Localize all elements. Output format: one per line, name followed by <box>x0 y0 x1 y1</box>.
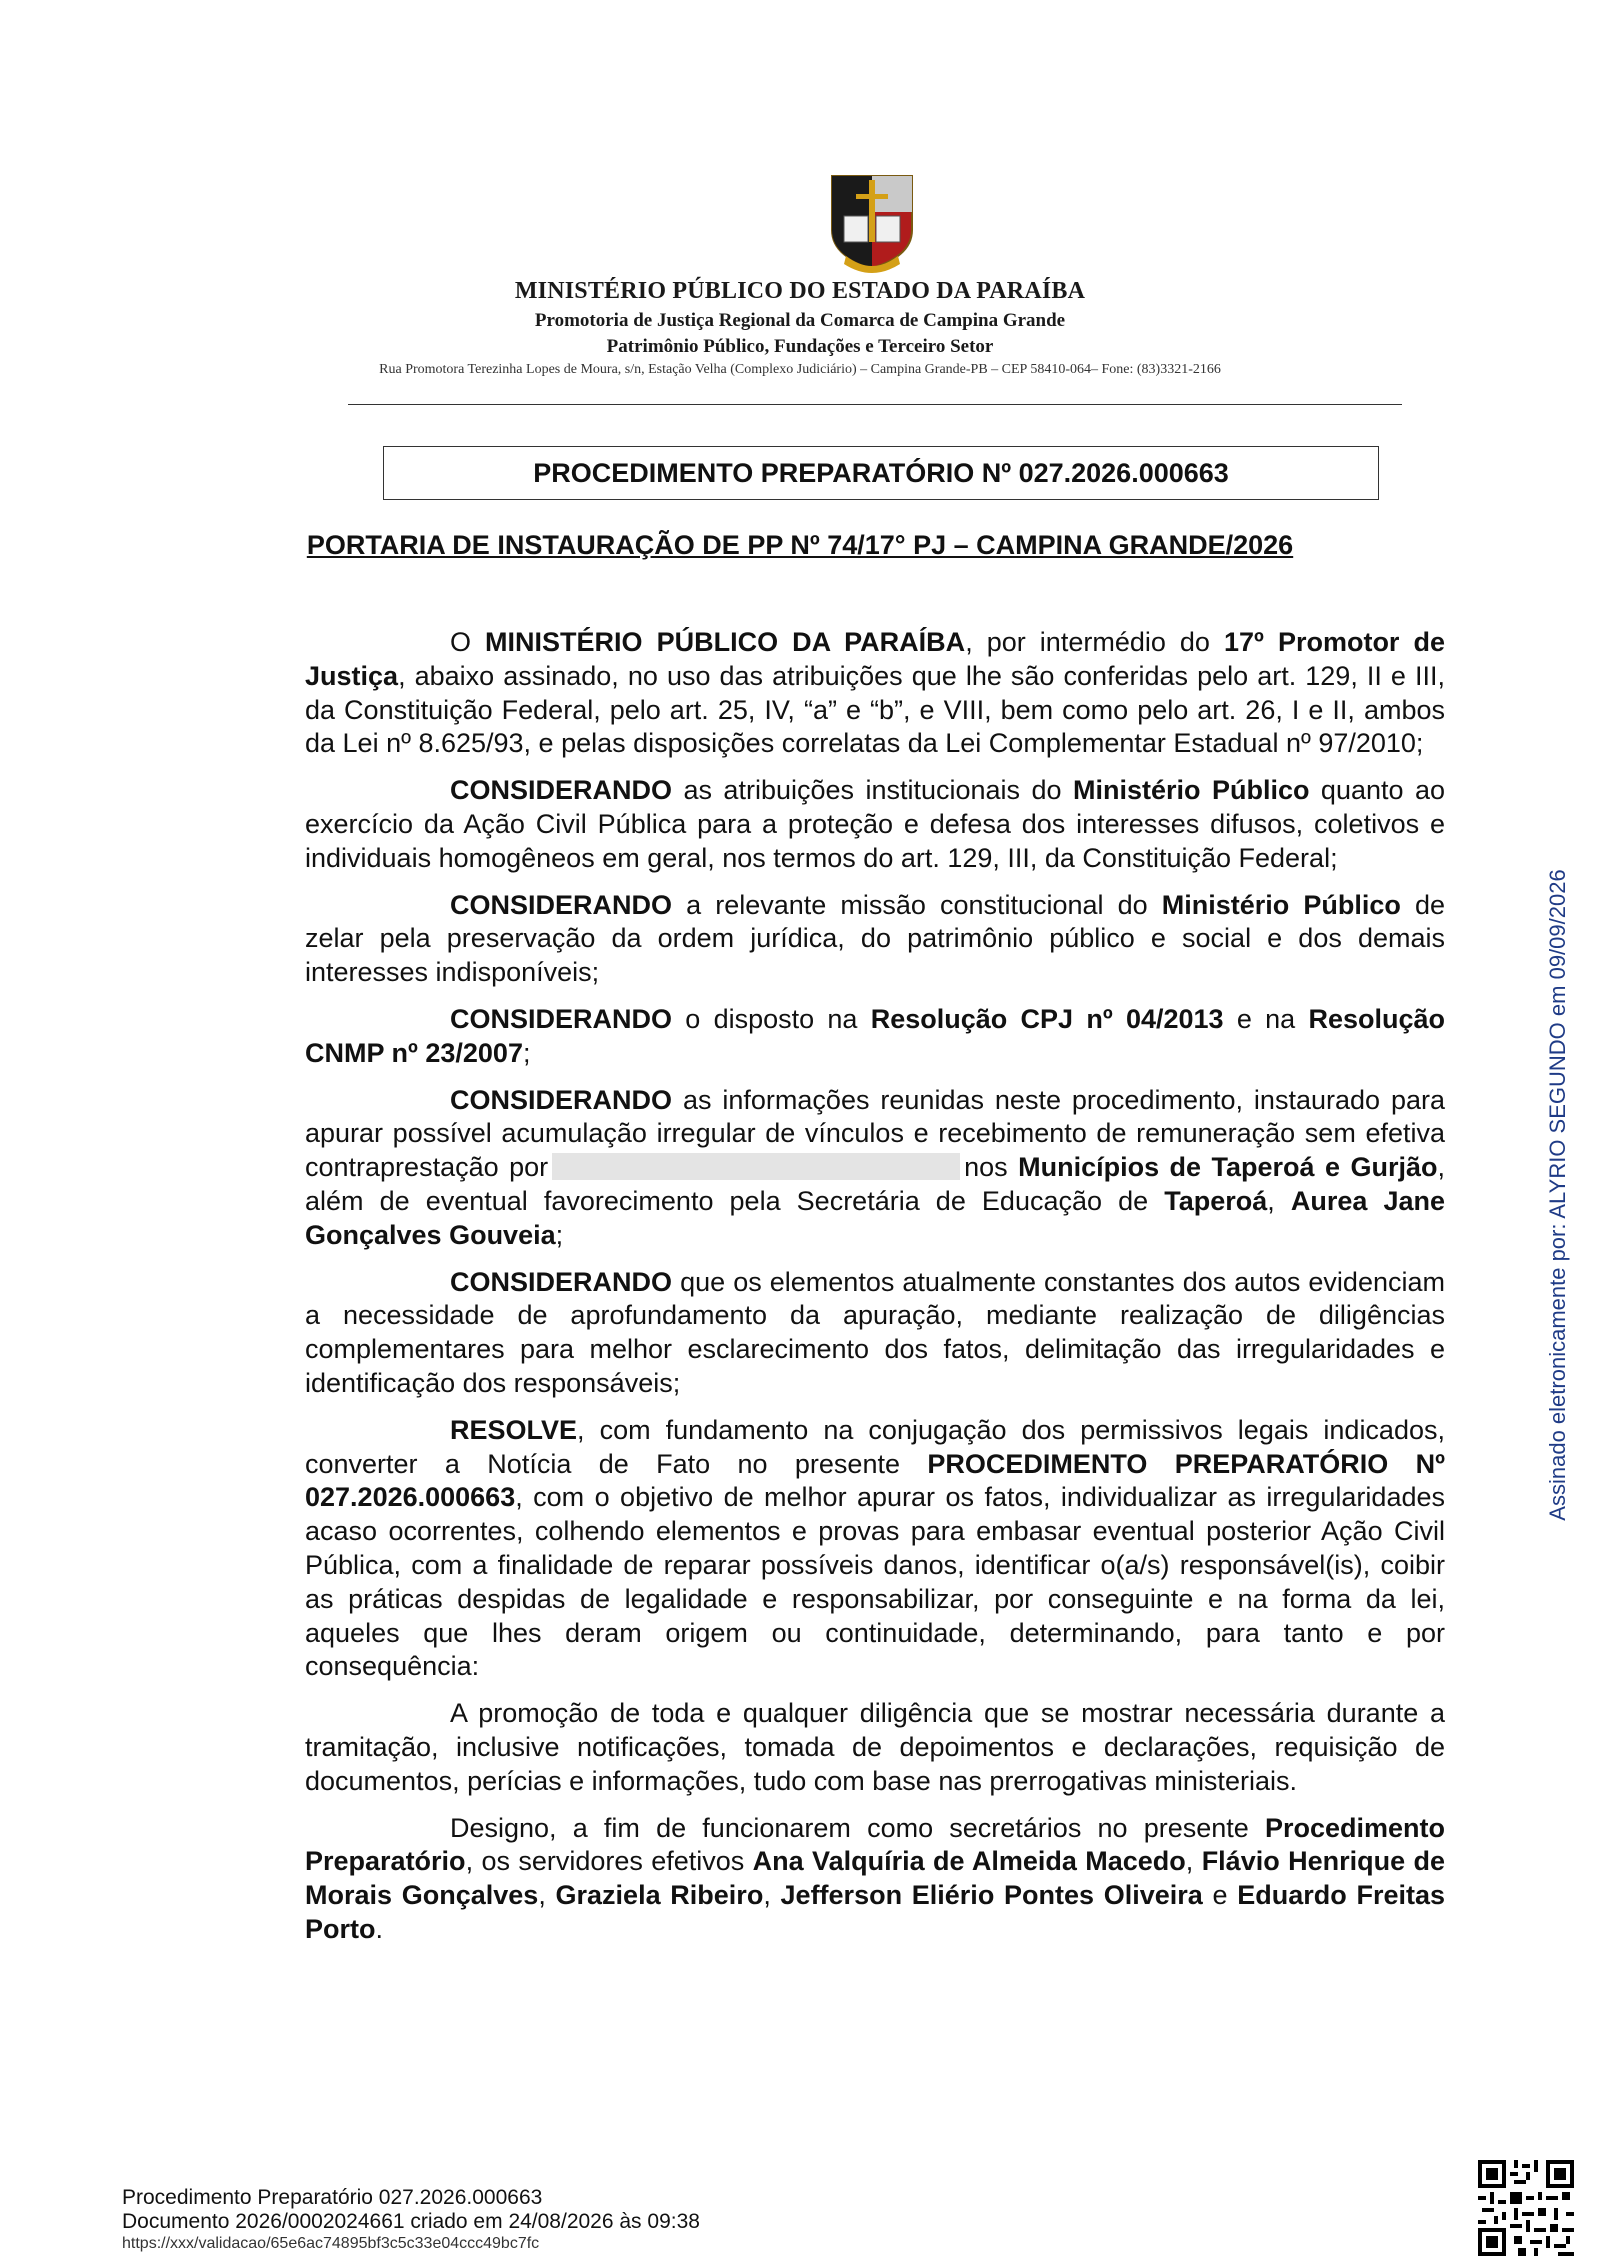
footer-document-info: Documento 2026/0002024661 criado em 24/08/2026 às 09:38 <box>122 2210 700 2233</box>
header-unit: Promotoria de Justiça Regional da Comarca de Campina Grande <box>534 310 1066 331</box>
footer-validation-url[interactable]: https://xxx/validacao/65e6ac74895bf3c5c33e04ccc49bc7fc <box>122 2235 540 2252</box>
paragraph-considerando-5: CONSIDERANDO que os elementos atualmente constantes dos autos evidenciam a necessidade de aprofundamento da apuração, mediante realização de diligências complementares para melhor esclarecimento dos fatos, delimitação das irregularidades e identificação dos responsáveis; <box>305 1266 1445 1398</box>
document-title: PROCEDIMENTO PREPARATÓRIO Nº 027.2026.000663 <box>533 457 1229 488</box>
paragraph-resolve: RESOLVE, com fundamento na conjugação dos permissivos legais indicados, converter a Notícia de Fato no presente PROCEDIMENTO PREPARATÓRIO Nº 027.2026.000663, com o objetivo de melhor apurar os fatos, individualizar as irregularidades acaso ocorrentes, colhendo elementos e provas para embasar eventual posterior Ação Civil Pública, com a finalidade de reparar possíveis danos, identificar o(a/s) responsável(is), coibir as práticas despidas de legalidade e responsabilizar, por conseguinte e na forma da lei, aqueles que lhes deram origem ou continuidade, determinando, para tanto e por consequência: <box>305 1414 1445 1682</box>
paragraph-designo: Designo, a fim de funcionarem como secretários no presente Procedimento Preparatório, os servidores efetivos Ana Valquíria de Almeida Macedo, Flávio Henrique de Morais Gonçalves, Graziela Ribeiro, Jefferson Eliério Pontes Oliveira e Eduardo Freitas Porto. <box>305 1812 1446 1944</box>
footer-procedure: Procedimento Preparatório 027.2026.000663 <box>122 2186 543 2209</box>
paragraph-diligencias: A promoção de toda e qualquer diligência que se mostrar necessária durante a tramitação, inclusive notificações, tomada de depoimentos e declarações, requisição de documentos, perícias e informações, tudo com base nas prerrogativas ministeriais. <box>305 1698 1445 1796</box>
paragraph-preamble: O MINISTÉRIO PÚBLICO DA PARAÍBA, por intermédio do 17º Promotor de Justiça, abaixo assinado, no uso das atribuições que lhe são conferidas pelo art. 129, II e III, da Constituição Federal, pelo art. 25, IV, “a” e “b”, e VIII, bem como pelo art. 26, I e II, ambos da Lei nº 8.625/93, e pelas disposições correlatas da Lei Complementar Estadual nº 97/2010; <box>305 627 1445 759</box>
paragraph-considerando-2: CONSIDERANDO a relevante missão constitucional do Ministério Público de zelar pela preservação da ordem jurídica, do patrimônio público e social e dos demais interesses indisponíveis; <box>305 889 1445 988</box>
paragraph-considerando-3: CONSIDERANDO o disposto na Resolução CPJ nº 04/2013 e na Resolução CNMP nº 23/2007; <box>305 1003 1445 1068</box>
electronic-signature-stamp: Assinado eletronicamente por: ALYRIO SEGUNDO em 09/09/2026 <box>1545 869 1570 1521</box>
header-address: Rua Promotora Terezinha Lopes de Moura, s/n, Estação Velha (Complexo Judiciário) – Campina Grande-PB – CEP 58410-064– Fone: (83)3321-2166 <box>379 362 1221 377</box>
header-organization: MINISTÉRIO PÚBLICO DO ESTADO DA PARAÍBA <box>514 278 1086 304</box>
document-footer <box>122 2186 700 2254</box>
redacted-name-block <box>552 1153 960 1180</box>
qr-code-icon <box>1478 2160 1574 2256</box>
document-subtitle: PORTARIA DE INSTAURAÇÃO DE PP Nº 74/17° PJ – CAMPINA GRANDE/2026 <box>306 530 1294 560</box>
header-divider <box>348 404 1402 405</box>
document-title-box <box>383 446 1379 500</box>
header-division: Patrimônio Público, Fundações e Terceiro Setor <box>606 336 994 357</box>
document-body <box>305 626 1445 1960</box>
paragraph-considerando-4: CONSIDERANDO as informações reunidas neste procedimento, instaurado para apurar possível acumulação irregular de vínculos e recebimento de remuneração sem efetiva contraprestação por nos Municípios de Taperoá e Gurjão, além de eventual favorecimento pela Secretária de Educação de Taperoá, Aurea Jane Gonçalves Gouveia; <box>305 1084 1445 1250</box>
paragraph-considerando-1: CONSIDERANDO as atribuições institucionais do Ministério Público quanto ao exercício da Ação Civil Pública para a proteção e defesa dos interesses difusos, coletivos e individuais homogêneos em geral, nos termos do art. 129, III, da Constituição Federal; <box>305 775 1445 873</box>
ministerio-publico-crest-logo <box>826 172 918 274</box>
